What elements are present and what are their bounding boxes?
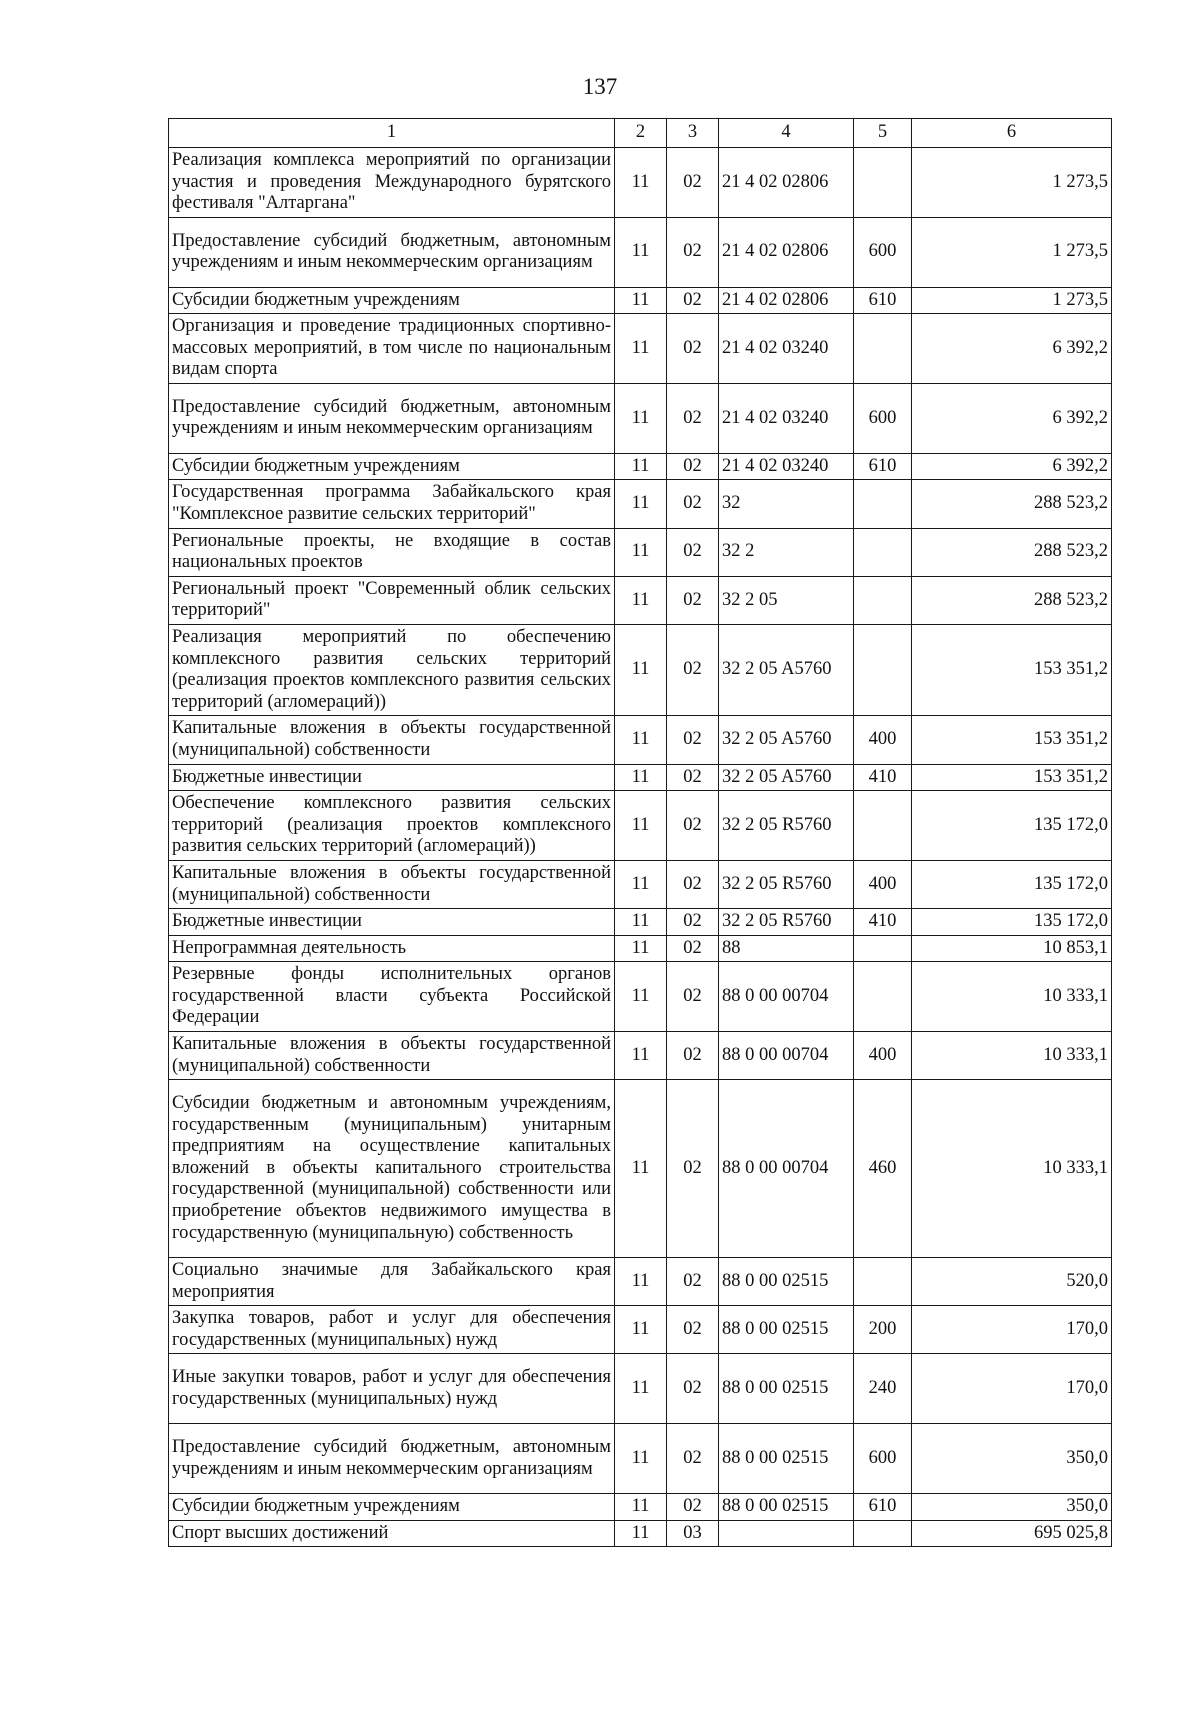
row-target-code-cell: 88 0 00 00704 <box>719 1080 854 1258</box>
row-target-code-cell <box>719 1520 854 1547</box>
row-section-cell: 11 <box>615 287 667 314</box>
row-name-cell: Субсидии бюджетным и автономным учреждениям, государственным (муниципальным) унитарным предприятиям на осуществление капитальных вложений в объекты капитального строительства государственной (муниципальной) собственности или приобретение объектов недвижимого имущества в государственную (муниципальную) собственность <box>169 1080 615 1258</box>
row-name-cell: Социально значимые для Забайкальского края мероприятия <box>169 1258 615 1306</box>
row-section-cell: 11 <box>615 935 667 962</box>
table-row <box>169 453 1112 480</box>
row-name-cell: Обеспечение комплексного развития сельских территорий (реализация проектов комплексного развития сельских территорий (агломераций)) <box>169 791 615 861</box>
row-expense-type-cell: 610 <box>854 453 912 480</box>
row-amount-cell: 153 351,2 <box>912 764 1112 791</box>
row-subsection-cell: 02 <box>667 909 719 936</box>
row-section-cell: 11 <box>615 1306 667 1354</box>
header-col-1: 1 <box>169 119 615 148</box>
table-row <box>169 1306 1112 1354</box>
row-section-cell: 11 <box>615 1424 667 1494</box>
row-target-code-cell: 88 0 00 02515 <box>719 1306 854 1354</box>
row-expense-type-cell: 610 <box>854 287 912 314</box>
row-subsection-cell: 02 <box>667 453 719 480</box>
row-amount-cell: 1 273,5 <box>912 148 1112 218</box>
row-name-cell: Бюджетные инвестиции <box>169 764 615 791</box>
table-row <box>169 217 1112 287</box>
row-section-cell: 11 <box>615 314 667 384</box>
header-col-4: 4 <box>719 119 854 148</box>
row-amount-cell: 135 172,0 <box>912 791 1112 861</box>
row-name-cell: Региональный проект "Современный облик сельских территорий" <box>169 576 615 624</box>
row-amount-cell: 6 392,2 <box>912 453 1112 480</box>
row-subsection-cell: 02 <box>667 1354 719 1424</box>
table-row <box>169 1520 1112 1547</box>
row-name-cell: Реализация мероприятий по обеспечению комплексного развития сельских территорий (реализация проектов комплексного развития сельских территорий (агломераций)) <box>169 624 615 715</box>
row-expense-type-cell: 610 <box>854 1494 912 1521</box>
budget-table <box>168 118 1112 1547</box>
row-amount-cell: 10 333,1 <box>912 1032 1112 1080</box>
row-expense-type-cell: 410 <box>854 909 912 936</box>
row-expense-type-cell: 410 <box>854 764 912 791</box>
row-section-cell: 11 <box>615 480 667 528</box>
row-section-cell: 11 <box>615 1354 667 1424</box>
table-row <box>169 860 1112 908</box>
row-amount-cell: 135 172,0 <box>912 860 1112 908</box>
row-name-cell: Государственная программа Забайкальского края "Комплексное развитие сельских территорий" <box>169 480 615 528</box>
row-expense-type-cell <box>854 791 912 861</box>
table-row <box>169 764 1112 791</box>
table-row <box>169 962 1112 1032</box>
row-section-cell: 11 <box>615 576 667 624</box>
row-name-cell: Закупка товаров, работ и услуг для обеспечения государственных (муниципальных) нужд <box>169 1306 615 1354</box>
row-target-code-cell: 21 4 02 03240 <box>719 453 854 480</box>
row-section-cell: 11 <box>615 764 667 791</box>
row-expense-type-cell <box>854 528 912 576</box>
row-section-cell: 11 <box>615 148 667 218</box>
row-amount-cell: 288 523,2 <box>912 480 1112 528</box>
row-subsection-cell: 02 <box>667 314 719 384</box>
row-expense-type-cell <box>854 148 912 218</box>
row-expense-type-cell <box>854 1520 912 1547</box>
table-row <box>169 716 1112 764</box>
row-target-code-cell: 88 0 00 00704 <box>719 1032 854 1080</box>
table-row <box>169 1494 1112 1521</box>
row-expense-type-cell <box>854 962 912 1032</box>
row-subsection-cell: 02 <box>667 576 719 624</box>
row-expense-type-cell: 600 <box>854 217 912 287</box>
row-target-code-cell: 32 2 05 R5760 <box>719 909 854 936</box>
row-name-cell: Субсидии бюджетным учреждениям <box>169 453 615 480</box>
row-target-code-cell: 88 0 00 02515 <box>719 1494 854 1521</box>
row-target-code-cell: 32 2 05 A5760 <box>719 716 854 764</box>
table-row <box>169 287 1112 314</box>
table-row <box>169 576 1112 624</box>
row-name-cell: Бюджетные инвестиции <box>169 909 615 936</box>
row-section-cell: 11 <box>615 1080 667 1258</box>
row-subsection-cell: 02 <box>667 962 719 1032</box>
table-row <box>169 1424 1112 1494</box>
row-section-cell: 11 <box>615 528 667 576</box>
row-name-cell: Субсидии бюджетным учреждениям <box>169 287 615 314</box>
row-name-cell: Реализация комплекса мероприятий по организации участия и проведения Международного бурятского фестиваля "Алтаргана" <box>169 148 615 218</box>
row-amount-cell: 10 853,1 <box>912 935 1112 962</box>
table-header <box>169 119 1112 148</box>
row-expense-type-cell <box>854 576 912 624</box>
row-subsection-cell: 02 <box>667 383 719 453</box>
row-subsection-cell: 02 <box>667 1424 719 1494</box>
table-row <box>169 148 1112 218</box>
row-section-cell: 11 <box>615 624 667 715</box>
row-name-cell: Резервные фонды исполнительных органов государственной власти субъекта Российской Федерации <box>169 962 615 1032</box>
row-subsection-cell: 02 <box>667 1494 719 1521</box>
row-section-cell: 11 <box>615 791 667 861</box>
table-body <box>169 148 1112 1547</box>
row-section-cell: 11 <box>615 1494 667 1521</box>
row-amount-cell: 1 273,5 <box>912 287 1112 314</box>
row-expense-type-cell <box>854 935 912 962</box>
row-expense-type-cell: 600 <box>854 1424 912 1494</box>
row-target-code-cell: 88 0 00 02515 <box>719 1258 854 1306</box>
row-expense-type-cell: 400 <box>854 716 912 764</box>
row-name-cell: Капитальные вложения в объекты государственной (муниципальной) собственности <box>169 860 615 908</box>
table-row <box>169 1032 1112 1080</box>
row-amount-cell: 6 392,2 <box>912 383 1112 453</box>
row-name-cell: Организация и проведение традиционных спортивно-массовых мероприятий, в том числе по национальным видам спорта <box>169 314 615 384</box>
header-row <box>169 119 1112 148</box>
row-section-cell: 11 <box>615 716 667 764</box>
row-expense-type-cell <box>854 314 912 384</box>
row-name-cell: Капитальные вложения в объекты государственной (муниципальной) собственности <box>169 1032 615 1080</box>
header-col-3: 3 <box>667 119 719 148</box>
row-target-code-cell: 21 4 02 03240 <box>719 314 854 384</box>
row-subsection-cell: 03 <box>667 1520 719 1547</box>
row-amount-cell: 350,0 <box>912 1494 1112 1521</box>
row-section-cell: 11 <box>615 383 667 453</box>
row-subsection-cell: 02 <box>667 287 719 314</box>
row-name-cell: Капитальные вложения в объекты государственной (муниципальной) собственности <box>169 716 615 764</box>
row-name-cell: Региональные проекты, не входящие в состав национальных проектов <box>169 528 615 576</box>
row-subsection-cell: 02 <box>667 1306 719 1354</box>
row-amount-cell: 170,0 <box>912 1354 1112 1424</box>
row-subsection-cell: 02 <box>667 624 719 715</box>
table-row <box>169 314 1112 384</box>
row-expense-type-cell: 600 <box>854 383 912 453</box>
header-col-5: 5 <box>854 119 912 148</box>
row-target-code-cell: 21 4 02 03240 <box>719 383 854 453</box>
table-row <box>169 383 1112 453</box>
row-target-code-cell: 32 2 05 R5760 <box>719 791 854 861</box>
row-target-code-cell: 88 <box>719 935 854 962</box>
row-target-code-cell: 32 2 05 R5760 <box>719 860 854 908</box>
row-expense-type-cell <box>854 480 912 528</box>
row-name-cell: Предоставление субсидий бюджетным, автономным учреждениям и иным некоммерческим организациям <box>169 1424 615 1494</box>
row-expense-type-cell: 240 <box>854 1354 912 1424</box>
row-subsection-cell: 02 <box>667 860 719 908</box>
row-target-code-cell: 21 4 02 02806 <box>719 217 854 287</box>
row-expense-type-cell: 400 <box>854 1032 912 1080</box>
table-row <box>169 791 1112 861</box>
row-expense-type-cell: 200 <box>854 1306 912 1354</box>
row-subsection-cell: 02 <box>667 528 719 576</box>
row-target-code-cell: 88 0 00 02515 <box>719 1424 854 1494</box>
row-amount-cell: 10 333,1 <box>912 962 1112 1032</box>
header-col-2: 2 <box>615 119 667 148</box>
header-col-6: 6 <box>912 119 1112 148</box>
row-section-cell: 11 <box>615 1258 667 1306</box>
table-row <box>169 1080 1112 1258</box>
row-amount-cell: 153 351,2 <box>912 716 1112 764</box>
table-row <box>169 480 1112 528</box>
table-row <box>169 909 1112 936</box>
row-amount-cell: 153 351,2 <box>912 624 1112 715</box>
row-name-cell: Предоставление субсидий бюджетным, автономным учреждениям и иным некоммерческим организациям <box>169 217 615 287</box>
row-section-cell: 11 <box>615 453 667 480</box>
row-target-code-cell: 21 4 02 02806 <box>719 148 854 218</box>
table-row <box>169 935 1112 962</box>
row-section-cell: 11 <box>615 1520 667 1547</box>
table-row <box>169 1354 1112 1424</box>
table-row <box>169 1258 1112 1306</box>
row-target-code-cell: 32 2 <box>719 528 854 576</box>
row-amount-cell: 170,0 <box>912 1306 1112 1354</box>
row-section-cell: 11 <box>615 217 667 287</box>
row-subsection-cell: 02 <box>667 1032 719 1080</box>
row-name-cell: Предоставление субсидий бюджетным, автономным учреждениям и иным некоммерческим организациям <box>169 383 615 453</box>
row-amount-cell: 10 333,1 <box>912 1080 1112 1258</box>
row-amount-cell: 520,0 <box>912 1258 1112 1306</box>
row-subsection-cell: 02 <box>667 764 719 791</box>
row-amount-cell: 288 523,2 <box>912 528 1112 576</box>
row-target-code-cell: 32 2 05 <box>719 576 854 624</box>
page-number: 137 <box>582 74 618 99</box>
row-amount-cell: 135 172,0 <box>912 909 1112 936</box>
row-subsection-cell: 02 <box>667 148 719 218</box>
table-row <box>169 624 1112 715</box>
row-amount-cell: 350,0 <box>912 1424 1112 1494</box>
row-expense-type-cell <box>854 1258 912 1306</box>
row-target-code-cell: 88 0 00 02515 <box>719 1354 854 1424</box>
row-name-cell: Спорт высших достижений <box>169 1520 615 1547</box>
row-target-code-cell: 88 0 00 00704 <box>719 962 854 1032</box>
row-name-cell: Субсидии бюджетным учреждениям <box>169 1494 615 1521</box>
row-target-code-cell: 21 4 02 02806 <box>719 287 854 314</box>
row-section-cell: 11 <box>615 909 667 936</box>
row-target-code-cell: 32 <box>719 480 854 528</box>
row-subsection-cell: 02 <box>667 935 719 962</box>
row-name-cell: Иные закупки товаров, работ и услуг для обеспечения государственных (муниципальных) нужд <box>169 1354 615 1424</box>
row-amount-cell: 695 025,8 <box>912 1520 1112 1547</box>
row-section-cell: 11 <box>615 860 667 908</box>
row-section-cell: 11 <box>615 962 667 1032</box>
row-expense-type-cell: 460 <box>854 1080 912 1258</box>
row-subsection-cell: 02 <box>667 1080 719 1258</box>
row-expense-type-cell <box>854 624 912 715</box>
row-subsection-cell: 02 <box>667 1258 719 1306</box>
row-name-cell: Непрограммная деятельность <box>169 935 615 962</box>
row-amount-cell: 6 392,2 <box>912 314 1112 384</box>
row-subsection-cell: 02 <box>667 791 719 861</box>
table-row <box>169 528 1112 576</box>
row-subsection-cell: 02 <box>667 217 719 287</box>
row-subsection-cell: 02 <box>667 716 719 764</box>
row-section-cell: 11 <box>615 1032 667 1080</box>
row-amount-cell: 288 523,2 <box>912 576 1112 624</box>
row-amount-cell: 1 273,5 <box>912 217 1112 287</box>
row-target-code-cell: 32 2 05 A5760 <box>719 624 854 715</box>
row-subsection-cell: 02 <box>667 480 719 528</box>
row-target-code-cell: 32 2 05 A5760 <box>719 764 854 791</box>
row-expense-type-cell: 400 <box>854 860 912 908</box>
